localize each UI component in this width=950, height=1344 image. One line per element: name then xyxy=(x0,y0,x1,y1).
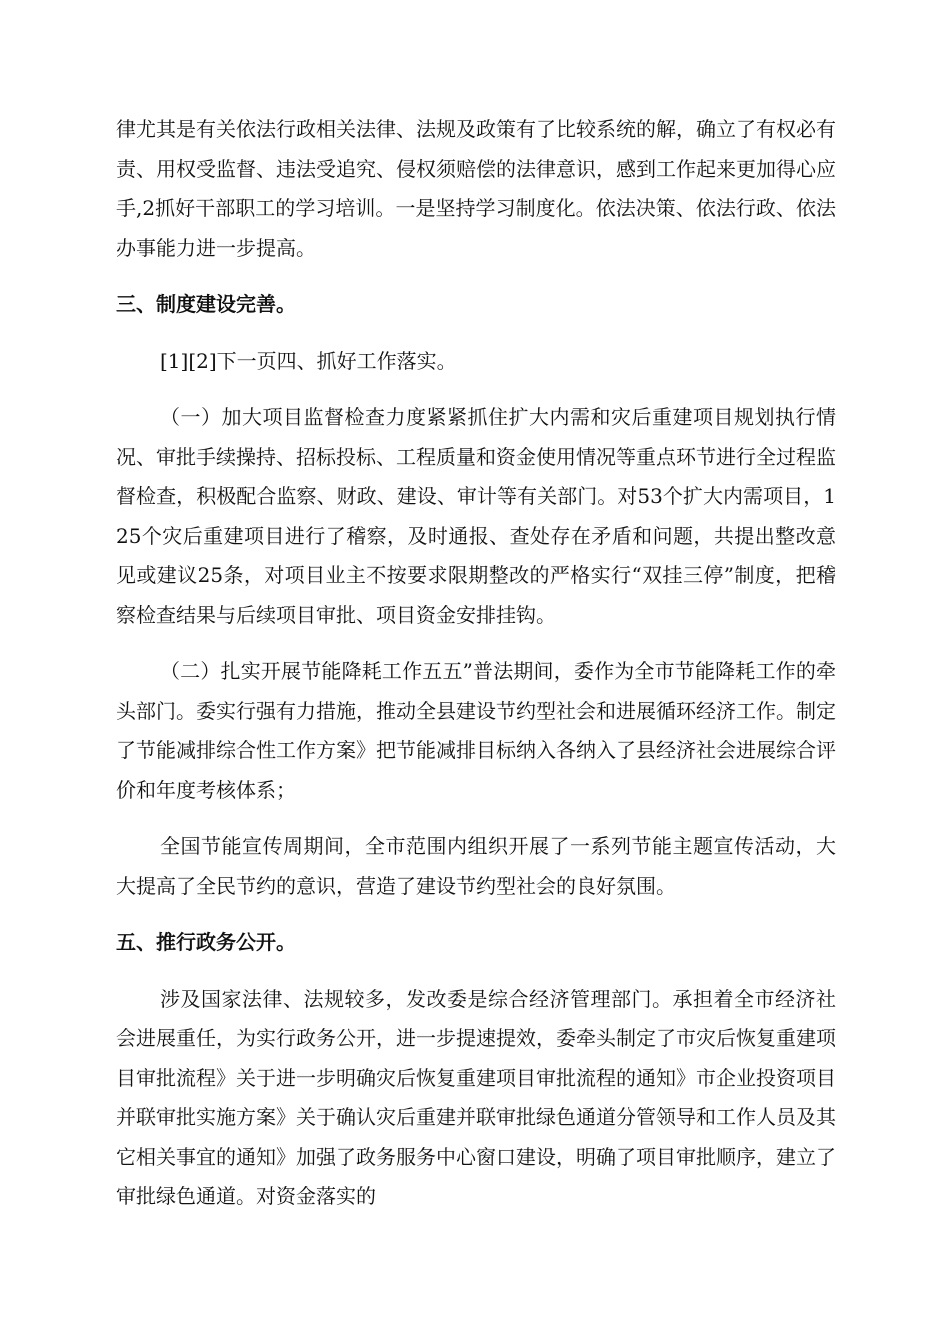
section-heading-system-building: 三、制度建设完善。 xyxy=(116,292,296,316)
paragraph-legal-study: 律尤其是有关依法行政相关法律、法规及政策有了比较系统的解，确立了有权必有责、用权受监督、违法受追究、侵权须赔偿的法律意识，感到工作起来更加得心应手,2抓好干部职工的学习培训。一是坚持学习制度化。依法决策、依法行政、依法办事能力进一步提高。 xyxy=(116,117,836,260)
paragraph-project-supervision: （一）加大项目监督检查力度紧紧抓住扩大内需和灾后重建项目规划执行情况、审批手续操持、招标投标、工程质量和资金使用情况等重点环节进行全过程监督检查，积极配合监察、财政、建设、审计等有关部门。对53个扩大内需项目，125个灾后重建项目进行了稽察，及时通报、查处存在矛盾和问题，共提出整改意见或建议25条，对项目业主不按要求限期整改的严格实行“双挂三停”制度，把稽察检查结果与后续项目审批、项目资金安排挂钩。 xyxy=(116,405,836,627)
section-heading-open-government: 五、推行政务公开。 xyxy=(116,930,296,954)
paragraph-energy-saving: （二）扎实开展节能降耗工作五五”普法期间，委作为全市节能降耗工作的牵头部门。委实行强有力措施，推动全县建设节约型社会和进展循环经济工作。制定了节能减排综合性工作方案》把节能减排目标纳入各纳入了县经济社会进展综合评价和年度考核体系； xyxy=(116,659,836,802)
paragraph-page-nav: [1][2]下一页四、抓好工作落实。 xyxy=(160,348,457,373)
paragraph-approval-process: 涉及国家法律、法规较多，发改委是综合经济管理部门。承担着全市经济社会进展重任，为实行政务公开，进一步提速提效，委牵头制定了市灾后恢复重建项目审批流程》关于进一步明确灾后恢复重建项目审批流程的通知》市企业投资项目并联审批实施方案》关于确认灾后重建并联审批绿色通道分管领导和工作人员及其它相关事宜的通知》加强了政务服务中心窗口建设，明确了项目审批顺序，建立了审批绿色通道。对资金落实的 xyxy=(116,986,836,1208)
document-page xyxy=(116,110,836,1217)
paragraph-energy-week: 全国节能宣传周期间，全市范围内组织开展了一系列节能主题宣传活动，大大提高了全民节约的意识，营造了建设节约型社会的良好氛围。 xyxy=(116,834,836,898)
